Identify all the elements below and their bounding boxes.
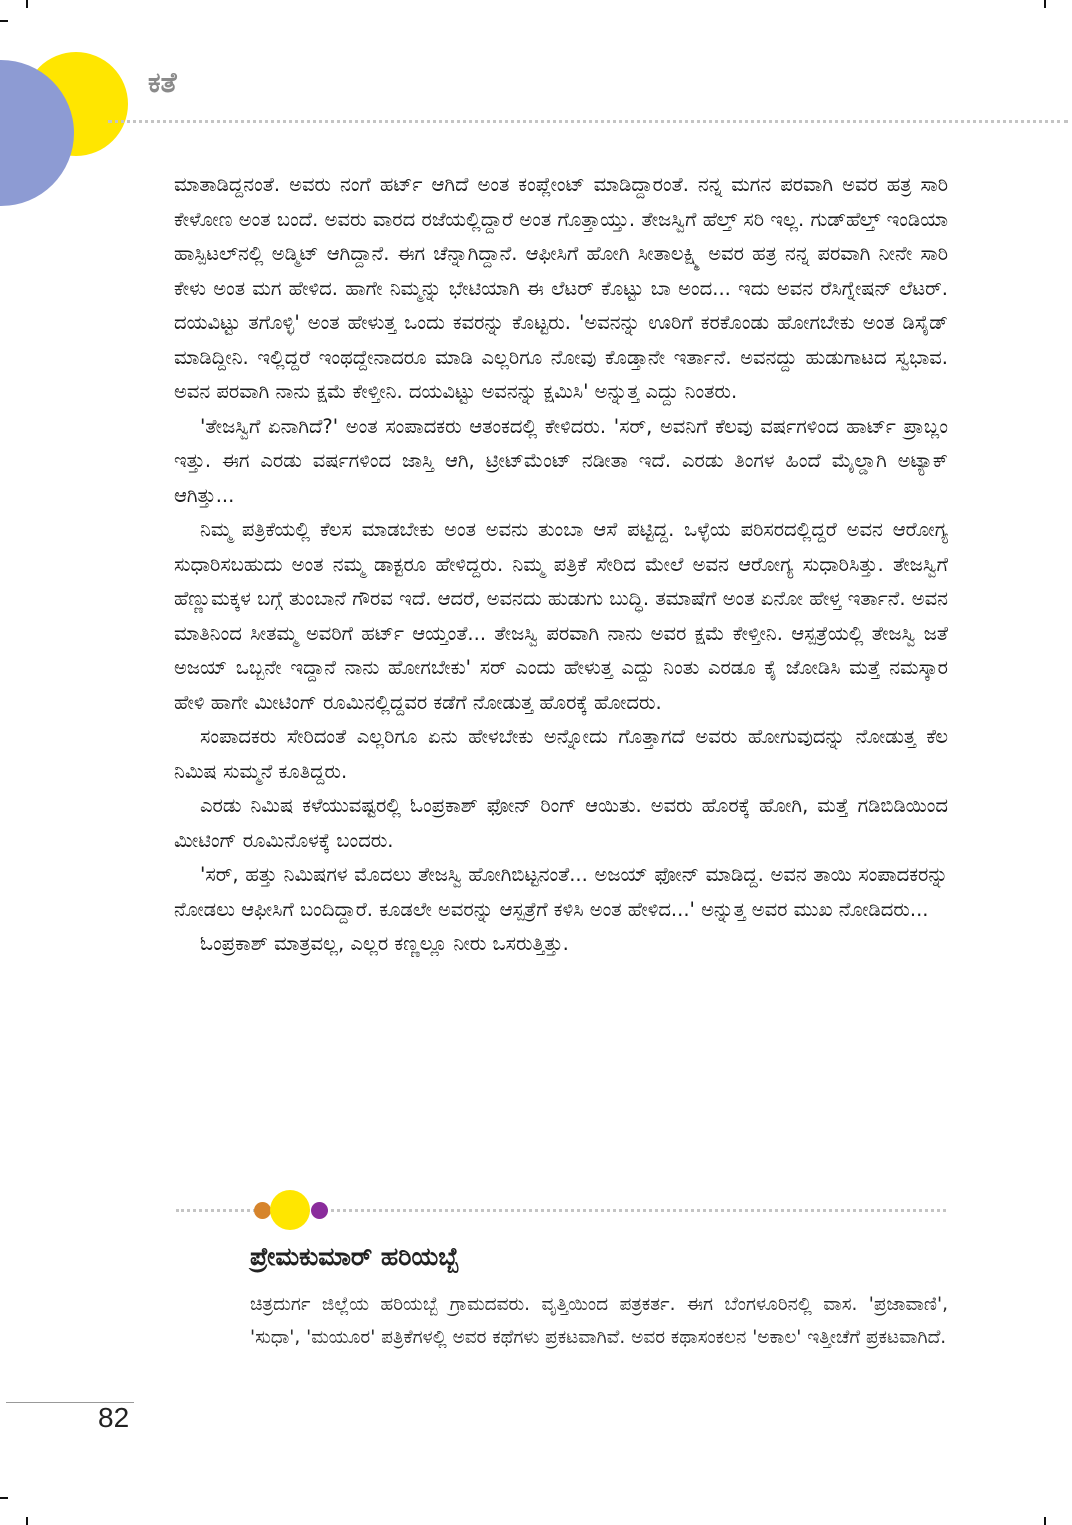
story-body bbox=[174, 168, 948, 962]
author-name: ಪ್ರೇಮಕುಮಾರ್ ಹರಿಯಬ್ಬೆ bbox=[250, 1242, 460, 1271]
story-paragraph: ಮಾತಾಡಿದ್ದನಂತೆ. ಅವರು ನಂಗೆ ಹರ್ಟ್ ಆಗಿದೆ ಅಂತ ಕಂಪ್ಲೇಂಟ್ ಮಾಡಿದ್ದಾರಂತೆ. ನನ್ನ ಮಗನ ಪರವಾಗಿ ಅವರ ಹತ್ರ ಸಾರಿ ಕೇಳೋಣ ಅಂತ ಬಂದೆ. ಅವರು ವಾರದ ರಜೆಯಲ್ಲಿದ್ದಾರೆ ಅಂತ ಗೊತ್ತಾಯ್ತು. ತೇಜಸ್ವಿಗೆ ಹೆಲ್ತ್ ಸರಿ ಇಲ್ಲ. ಗುಡ್‌ಹೆಲ್ತ್ ಇಂಡಿಯಾ ಹಾಸ್ಪಿಟಲ್‌ನಲ್ಲಿ ಅಡ್ಮಿಟ್ ಆಗಿದ್ದಾನೆ. ಈಗ ಚೆನ್ನಾಗಿದ್ದಾನೆ. ಆಫೀಸಿಗೆ ಹೋಗಿ ಸೀತಾಲಕ್ಷ್ಮಿ ಅವರ ಹತ್ರ ನನ್ನ ಪರವಾಗಿ ನೀನೇ ಸಾರಿ ಕೇಳು ಅಂತ ಮಗ ಹೇಳಿದ. ಹಾಗೇ ನಿಮ್ಮನ್ನು ಭೇಟಿಯಾಗಿ ಈ ಲೆಟರ್ ಕೊಟ್ಟು ಬಾ ಅಂದ... ಇದು ಅವನ ರೆಸಿಗ್ನೇಷನ್ ಲೆಟರ್. ದಯವಿಟ್ಟು ತಗೊಳ್ಳಿ' ಅಂತ ಹೇಳುತ್ತ ಒಂದು ಕವರನ್ನು ಕೊಟ್ಟರು. 'ಅವನನ್ನು ಊರಿಗೆ ಕರಕೊಂಡು ಹೋಗಬೇಕು ಅಂತ ಡಿಸೈಡ್ ಮಾಡಿದ್ದೀನಿ. ಇಲ್ಲಿದ್ದರೆ ಇಂಥದ್ದೇನಾದರೂ ಮಾಡಿ ಎಲ್ಲರಿಗೂ ನೋವು ಕೊಡ್ತಾನೇ ಇರ್ತಾನೆ. ಅವನದ್ದು ಹುಡುಗಾಟದ ಸ್ವಭಾವ. ಅವನ ಪರವಾಗಿ ನಾನು ಕ್ಷಮೆ ಕೇಳ್ತೀನಿ. ದಯವಿಟ್ಟು ಅವನನ್ನು ಕ್ಷಮಿಸಿ' ಅನ್ನುತ್ತ ಎದ್ದು ನಿಂತರು. bbox=[174, 173, 948, 403]
story-paragraph: 'ಸರ್, ಹತ್ತು ನಿಮಿಷಗಳ ಮೊದಲು ತೇಜಸ್ವಿ ಹೋಗಿಬಿಟ್ಟನಂತೆ... ಅಜಯ್ ಫೋನ್ ಮಾಡಿದ್ದ. ಅವನ ತಾಯಿ ಸಂಪಾದಕರನ್ನು ನೋಡಲು ಆಫೀಸಿಗೆ ಬಂದಿದ್ದಾರೆ. ಕೂಡಲೇ ಅವರನ್ನು ಆಸ್ಪತ್ರೆಗೆ ಕಳಿಸಿ ಅಂತ ಹೇಳಿದ...' ಅನ್ನುತ್ತ ಅವರ ಮುಖ ನೋಡಿದರು... bbox=[174, 863, 948, 921]
crop-mark-bottom-left bbox=[26, 1517, 28, 1525]
story-paragraph: 'ತೇಜಸ್ವಿಗೆ ಏನಾಗಿದೆ?' ಅಂತ ಸಂಪಾದಕರು ಆತಂಕದಲ್ಲಿ ಕೇಳಿದರು. 'ಸರ್, ಅವನಿಗೆ ಕೆಲವು ವರ್ಷಗಳಿಂದ ಹಾರ್ಟ್ ಪ್ರಾಬ್ಲಂ ಇತ್ತು. ಈಗ ಎರಡು ವರ್ಷಗಳಿಂದ ಜಾಸ್ತಿ ಆಗಿ, ಟ್ರೀಟ್‌ಮೆಂಟ್ ನಡೀತಾ ಇದೆ. ಎರಡು ತಿಂಗಳ ಹಿಂದೆ ಮೈಲ್ಡಾಗಿ ಅಟ್ಯಾಕ್ ಆಗಿತ್ತು... bbox=[174, 414, 948, 507]
story-paragraph: ನಿಮ್ಮ ಪತ್ರಿಕೆಯಲ್ಲಿ ಕೆಲಸ ಮಾಡಬೇಕು ಅಂತ ಅವನು ತುಂಬಾ ಆಸೆ ಪಟ್ಟಿದ್ದ. ಒಳ್ಳೆಯ ಪರಿಸರದಲ್ಲಿದ್ದರೆ ಅವನ ಆರೋಗ್ಯ ಸುಧಾರಿಸಬಹುದು ಅಂತ ನಮ್ಮ ಡಾಕ್ಟರೂ ಹೇಳಿದ್ದರು. ನಿಮ್ಮ ಪತ್ರಿಕೆ ಸೇರಿದ ಮೇಲೆ ಅವನ ಆರೋಗ್ಯ ಸುಧಾರಿಸಿತ್ತು. ತೇಜಸ್ವಿಗೆ ಹೆಣ್ಣುಮಕ್ಕಳ ಬಗ್ಗೆ ತುಂಬಾನೆ ಗೌರವ ಇದೆ. ಆದರೆ, ಅವನದು ಹುಡುಗು ಬುದ್ಧಿ. ತಮಾಷೆಗೆ ಅಂತ ಏನೋ ಹೇಳ್ತ ಇರ್ತಾನೆ. ಅವನ ಮಾತಿನಿಂದ ಸೀತಮ್ಮ ಅವರಿಗೆ ಹರ್ಟ್ ಆಯ್ತಂತೆ... ತೇಜಸ್ವಿ ಪರವಾಗಿ ನಾನು ಅವರ ಕ್ಷಮೆ ಕೇಳ್ತೀನಿ. ಆಸ್ಪತ್ರೆಯಲ್ಲಿ ತೇಜಸ್ವಿ ಜತೆ ಅಜಯ್ ಒಬ್ಬನೇ ಇದ್ದಾನೆ ನಾನು ಹೋಗಬೇಕು' ಸರ್ ಎಂದು ಹೇಳುತ್ತ ಎದ್ದು ನಿಂತು ಎರಡೂ ಕೈ ಜೋಡಿಸಿ ಮತ್ತೆ ನಮಸ್ಕಾರ ಹೇಳಿ ಹಾಗೇ ಮೀಟಿಂಗ್ ರೂಮಿನಲ್ಲಿದ್ದವರ ಕಡೆಗೆ ನೋಡುತ್ತ ಹೊರಕ್ಕೆ ಹೋದರು. bbox=[174, 518, 948, 714]
story-paragraph: ಓಂಪ್ರಕಾಶ್ ಮಾತ್ರವಲ್ಲ, ಎಲ್ಲರ ಕಣ್ಣಲ್ಲೂ ನೀರು ಒಸರುತ್ತಿತ್ತು. bbox=[200, 932, 569, 955]
crop-mark-top-right bbox=[1044, 0, 1046, 8]
yellow-dot-ornament bbox=[270, 1190, 310, 1230]
crop-mark-left-top bbox=[0, 20, 8, 22]
section-label: ಕತೆ bbox=[148, 66, 177, 99]
story-paragraph: ಎರಡು ನಿಮಿಷ ಕಳೆಯುವಷ್ಟರಲ್ಲಿ ಓಂಪ್ರಕಾಶ್ ಫೋನ್ ರಿಂಗ್ ಆಯಿತು. ಅವರು ಹೊರಕ್ಕೆ ಹೋಗಿ, ಮತ್ತೆ ಗಡಿಬಿಡಿಯಿಂದ ಮೀಟಿಂಗ್ ರೂಮಿನೊಳಕ್ಕೆ ಬಂದರು. bbox=[174, 794, 948, 852]
crop-mark-left-bottom bbox=[0, 1497, 8, 1499]
orange-dot-ornament bbox=[254, 1202, 271, 1219]
crop-mark-top-left bbox=[26, 0, 28, 8]
story-paragraph: ಸಂಪಾದಕರು ಸೇರಿದಂತೆ ಎಲ್ಲರಿಗೂ ಏನು ಹೇಳಬೇಕು ಅನ್ನೋದು ಗೊತ್ತಾಗದೆ ಅವರು ಹೋಗುವುದನ್ನು ನೋಡುತ್ತ ಕೆಲ ನಿಮಿಷ ಸುಮ್ಮನೆ ಕೂತಿದ್ದರು. bbox=[174, 725, 948, 783]
page-number: 82 bbox=[98, 1402, 130, 1433]
header-dotted-rule bbox=[108, 120, 1068, 123]
author-bio: ಚಿತ್ರದುರ್ಗ ಜಿಲ್ಲೆಯ ಹರಿಯಬ್ಬೆ ಗ್ರಾಮದವರು. ವೃತ್ತಿಯಿಂದ ಪತ್ರಕರ್ತ. ಈಗ ಬೆಂಗಳೂರಿನಲ್ಲಿ ವಾಸ. 'ಪ್ರಜಾವಾಣಿ', 'ಸುಧಾ', 'ಮಯೂರ' ಪತ್ರಿಕೆಗಳಲ್ಲಿ ಅವರ ಕಥೆಗಳು ಪ್ರಕಟವಾಗಿವೆ. ಅವರ ಕಥಾಸಂಕಲನ 'ಅಕಾಲ' ಇತ್ತೀಚೆಗೆ ಪ್ರಕಟವಾಗಿದೆ. bbox=[250, 1294, 948, 1348]
crop-mark-bottom-right bbox=[1044, 1517, 1046, 1525]
purple-dot-ornament bbox=[311, 1202, 328, 1219]
